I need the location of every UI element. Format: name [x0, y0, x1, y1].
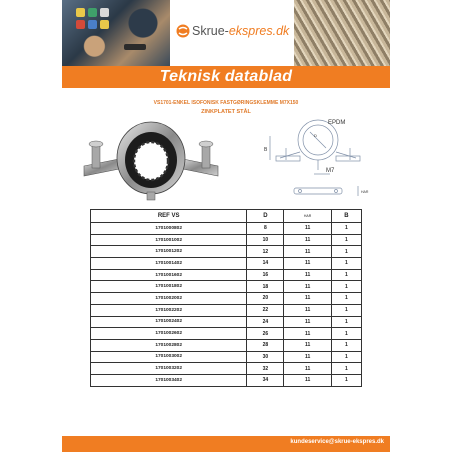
- logo-mark-icon: [176, 24, 190, 38]
- cell-d: 34: [247, 374, 284, 386]
- logo: [170, 0, 294, 66]
- cell-ref: 1701003402: [91, 374, 247, 386]
- logo-text-part2: ekspres.dk: [228, 24, 290, 38]
- cell-d: 20: [247, 293, 284, 305]
- cell-b: 1: [331, 293, 361, 305]
- table-row: [91, 304, 362, 316]
- cell-b: 1: [331, 246, 361, 258]
- table-row: [91, 351, 362, 363]
- table-row: [91, 339, 362, 351]
- footer: [62, 436, 390, 452]
- label-epdm: EPDM: [328, 120, 346, 126]
- cell-d: 32: [247, 363, 284, 375]
- cell-b: 1: [331, 374, 361, 386]
- cell-d: 16: [247, 269, 284, 281]
- cell-ref: 1701000802: [91, 223, 247, 235]
- table-row: [91, 246, 362, 258]
- cell-ref: 1701001802: [91, 281, 247, 293]
- cell-har: 11: [284, 363, 331, 375]
- cell-d: 8: [247, 223, 284, 235]
- header-photo-tools: [62, 0, 170, 66]
- technical-drawing: [248, 112, 388, 204]
- cell-d: 26: [247, 328, 284, 340]
- cell-ref: 1701002002: [91, 293, 247, 305]
- cell-d: 10: [247, 234, 284, 246]
- cell-har: 11: [284, 246, 331, 258]
- cell-b: 1: [331, 234, 361, 246]
- label-har: HAR: [361, 190, 369, 194]
- cell-d: 12: [247, 246, 284, 258]
- header-d: D: [247, 210, 284, 223]
- cell-d: 18: [247, 281, 284, 293]
- cell-ref: 1701001402: [91, 258, 247, 270]
- cell-d: 22: [247, 304, 284, 316]
- label-b: B: [264, 147, 268, 153]
- cell-b: 1: [331, 281, 361, 293]
- table-header-row: [91, 210, 362, 223]
- cell-b: 1: [331, 316, 361, 328]
- cell-har: 11: [284, 223, 331, 235]
- cell-b: 1: [331, 328, 361, 340]
- cell-ref: 1701001602: [91, 269, 247, 281]
- cell-ref: 1701002802: [91, 339, 247, 351]
- product-subtitle: ZINKPLATET STÅL: [201, 109, 251, 115]
- pipe-clamp-photo: [76, 114, 226, 202]
- cell-ref: 1701002402: [91, 316, 247, 328]
- cell-d: 28: [247, 339, 284, 351]
- cell-har: 11: [284, 316, 331, 328]
- cell-ref: 1701003002: [91, 351, 247, 363]
- cell-har: 11: [284, 281, 331, 293]
- cell-d: 30: [247, 351, 284, 363]
- cell-b: 1: [331, 223, 361, 235]
- cell-b: 1: [331, 269, 361, 281]
- label-m7: M7: [326, 168, 335, 174]
- table-row: [91, 281, 362, 293]
- table-row: [91, 269, 362, 281]
- cell-har: 11: [284, 234, 331, 246]
- header-photo-screws: [294, 0, 390, 66]
- header-ref: REF VS: [91, 210, 247, 223]
- cell-ref: 1701003202: [91, 363, 247, 375]
- cell-b: 1: [331, 363, 361, 375]
- logo-text-part1: Skrue-: [192, 24, 229, 38]
- cell-ref: 1701002202: [91, 304, 247, 316]
- cell-ref: 1701001002: [91, 234, 247, 246]
- table-row: [91, 258, 362, 270]
- cell-b: 1: [331, 339, 361, 351]
- cell-ref: 1701002602: [91, 328, 247, 340]
- banner-title: Teknisk datablad: [62, 66, 390, 88]
- cell-har: 11: [284, 269, 331, 281]
- table-row: [91, 316, 362, 328]
- label-diameter: D: [314, 133, 317, 138]
- datasheet-page: [62, 0, 390, 452]
- table-row: [91, 223, 362, 235]
- cell-har: 11: [284, 351, 331, 363]
- table-row: [91, 328, 362, 340]
- table-row: [91, 293, 362, 305]
- cell-b: 1: [331, 304, 361, 316]
- header: [62, 0, 390, 66]
- cell-har: 11: [284, 293, 331, 305]
- table-row: [91, 234, 362, 246]
- table-row: [91, 363, 362, 375]
- cell-har: 11: [284, 258, 331, 270]
- logo-text: [192, 24, 289, 38]
- cell-har: 11: [284, 339, 331, 351]
- cell-b: 1: [331, 351, 361, 363]
- product-title: VS1701-ENKEL ISOFONISK FASTGØRINGSKLEMME M7X150: [153, 100, 299, 106]
- cell-d: 14: [247, 258, 284, 270]
- header-b: B: [331, 210, 361, 223]
- cell-ref: 1701001202: [91, 246, 247, 258]
- cell-har: 11: [284, 304, 331, 316]
- cell-har: 11: [284, 328, 331, 340]
- spec-table: [90, 209, 362, 387]
- footer-email: kundeservice@skrue-ekspres.dk: [290, 439, 384, 445]
- cell-b: 1: [331, 258, 361, 270]
- table-row: [91, 374, 362, 386]
- header-har: HAR: [284, 210, 331, 223]
- cell-har: 11: [284, 374, 331, 386]
- cell-d: 24: [247, 316, 284, 328]
